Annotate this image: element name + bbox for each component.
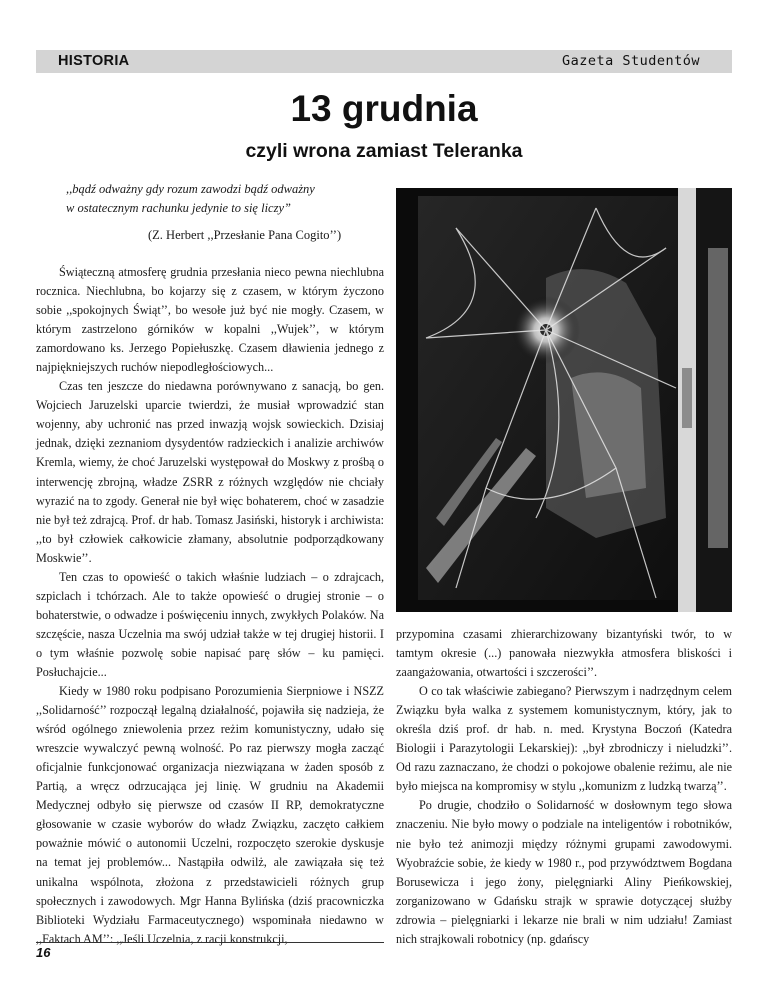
page-number: 16 <box>36 945 51 960</box>
paragraph: przypomina czasami zhierarchizowany bizantyński twór, to w tamtym okresie (...) panowała niezwykła atmosfera bliskości i zaangażowania, otwartości i szczerości’’. <box>396 627 732 680</box>
paragraph: O co tak właściwie zabiegano? Pierwszym i nadrzędnym celem Związku była walka z systemem komunistycznym, który, jak to określa dziś prof. dr hab. n. med. Krystyna Boczoń (Katedra Biologii i Parazytologii Lekarskiej): ,,był zbrodniczy i nieludzki’’. Od razu zaznaczano, że chodzi o pokojowe obalenie reżimu, ale nie było miejsca na kompromisy w stylu ,,komunizm z ludzką twarzą’’. <box>396 684 732 794</box>
section-label: HISTORIA <box>58 53 130 69</box>
article-subtitle: czyli wrona zamiast Teleranka <box>245 140 523 162</box>
paragraph: Po drugie, chodziło o Solidarność w dosłownym tego słowa znaczeniu. Nie było mowy o podziale na inteligentów i robotników, nie było też animozji między różnymi grupami zawodowymi. Wyobraźcie sobie, że kiedy w 1980 r., pod przywództwem Bogdana Borusewicza i jego żony, pielęgniarki Aliny Pieńkowskiej, zorganizowano w Gdańsku strajk w sprawie dotyczącej służby zdrowia – pielęgniarki i lekarze nie brali w nim udziału! Zamiast nich strajkowali robotnicy (np. gdańscy <box>396 798 732 946</box>
paragraph: Czas ten jeszcze do niedawna porównywano z sanacją, bo gen. Wojciech Jaruzelski uparcie twierdzi, że musiał wprowadzić stan wojenny, aby uchronić nas przed inwazją wojsk sowieckich. Dzisiaj jednak, dzięki zeznaniom dysydentów radzieckich i analizie archiwów Kremla, wiemy, że choć Jaruzelski występował do Moskwy z prośbą o interwencję zbrojną, władze ZSRR z różnych względów nie chciały wyrazić na to zgody. Generał nie był więc bohaterem, choć w zasadzie nie był też zdrajcą. Prof. dr hab. Tomasz Jasiński, historyk i archiwista: ,,to był człowiek całkowicie złamany, absolutnie podporządkowany Moskwie’’. <box>36 379 384 565</box>
right-column <box>396 625 732 949</box>
publication-name: Gazeta Studentów <box>561 53 700 69</box>
paragraph: Kiedy w 1980 roku podpisano Porozumienia Sierpniowe i NSZZ ,,Solidarność’’ rozpoczął legalną działalność, pojawiła się nadzieja, że wśród ogólnego zniewolenia przez reżim komunistyczny, udało się wreszcie wywalczyć pewną wolność. Po raz pierwszy mogła zacząć oficjalnie funkcjonować organizacja niezwiązana w żaden sposób z Partią, a wręcz odrzucająca jej linię. W grudniu na Akademii Medycznej odbyło się pierwsze od czasów II RP, demokratyczne głosowanie w czasie wyborów do władz Związku, zaczęto całkiem poważnie mówić o autonomii Uczelni, rozpoczęto szerokie dyskusje na temat jej problemów... Nastąpiła odwilż, ale zawiązała się też unikalna wspólnota, złożona z przedstawicieli różnych grup społecznych i zawodowych. Mgr Hanna Bylińska (dziś pracowniczka Biblioteki Wydziału Farmaceutycznego) wspominała niedawno w ,,Faktach AM’’: ,,Jeśli Uczelnia, z racji konstrukcji, <box>36 684 384 946</box>
left-column <box>36 263 384 949</box>
epigraph-attribution: (Z. Herbert ,,Przesłanie Pana Cogito’’) <box>148 228 342 242</box>
bullet-hole-glass-photo <box>396 188 732 612</box>
footer-rule <box>36 942 384 943</box>
epigraph-line: ,,bądź odważny gdy rozum zawodzi bądź odważny <box>66 182 315 196</box>
paragraph: Świąteczną atmosferę grudnia przesłania nieco pewna niechlubna rocznica. Niechlubna, bo kojarzy się z czasem, w którym życzono sobie ,,spokojnych Świąt’’, bo wesołe już być nie mogły. Czasem, w którym zastrzelono górników w kopalni ,,Wujek’’, w którym zamordowano ks. Jerzego Popiełuszkę. Czasem dławienia jednego z najpiękniejszych ruchów niepodległościowych... <box>36 265 384 375</box>
paragraph: Ten czas to opowieść o takich właśnie ludziach – o zdrajcach, szpiclach i tchórzach. Ale to także opowieść o drugiej stronie – o bohaterstwie, o odwadze i poświęceniu innych, zwykłych Polaków. Na szczęście, nasza Uczelnia ma swój udział także w tej drugiej historii. I o tym właśnie pozwolę sobie napisać parę słów – ku pamięci. Posłuchajcie... <box>36 569 384 679</box>
epigraph-line: w ostatecznym rachunku jedynie to się liczy” <box>66 201 291 215</box>
article-title: 13 grudnia <box>290 88 478 129</box>
photo-graphic <box>396 188 732 612</box>
epigraph <box>66 180 386 218</box>
